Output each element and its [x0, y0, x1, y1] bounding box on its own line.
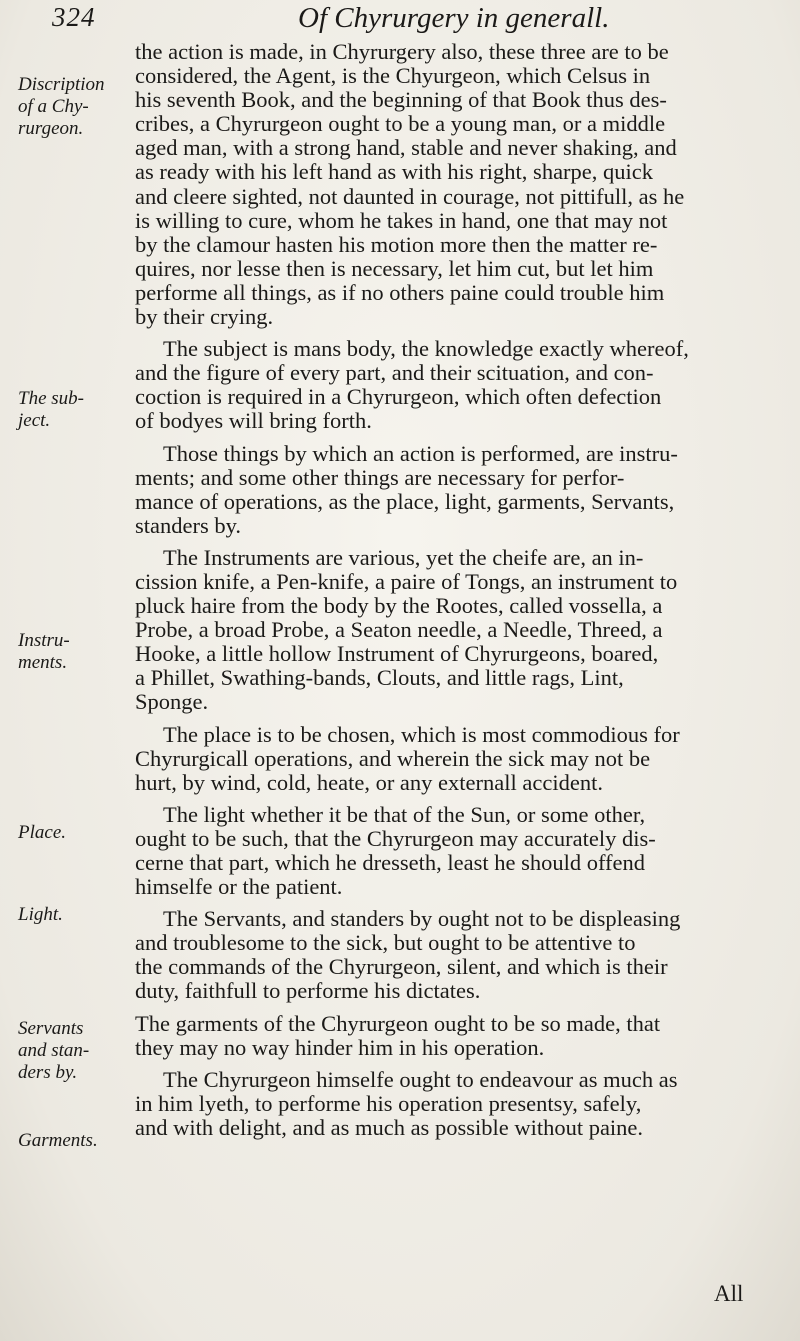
text-line: the commands of the Chyrurgeon, silent, and which is their — [135, 954, 668, 980]
text-line: The Chyrurgeon himselfe ought to endeavour as much as — [163, 1066, 678, 1092]
text-line: Those things by which an action is performed, are instru- — [163, 440, 678, 466]
text-line: pluck haire from the body by the Rootes, called vossella, a — [135, 593, 663, 619]
margin-note-line: Discription — [18, 74, 105, 95]
text-line: himselfe or the patient. — [135, 874, 343, 900]
text-line: The subject is mans body, the knowledge exactly whereof, — [163, 336, 689, 362]
margin-note-line: of a Chy- — [18, 96, 89, 117]
text-line: mance of operations, as the place, light, garments, Servants, — [135, 488, 675, 514]
text-line: The Servants, and standers by ought not to be displeasing — [163, 906, 681, 932]
margin-note-line: Instru- — [18, 630, 70, 651]
text-line: ments; and some other things are necessary for perfor- — [135, 464, 625, 490]
text-line: in him lyeth, to performe his operation presentsy, safely, — [135, 1090, 642, 1116]
text-line: quires, nor lesse then is necessary, let him cut, but let him — [135, 255, 654, 281]
paragraph-servants — [135, 907, 755, 1003]
text-line: duty, faithfull to performe his dictates. — [135, 978, 481, 1004]
text-line: cribes, a Chyrurgeon ought to be a young man, or a middle — [135, 111, 666, 137]
text-line: his seventh Book, and the beginning of that Book thus des- — [135, 87, 667, 113]
text-line: aged man, with a strong hand, stable and never shaking, and — [135, 135, 677, 161]
text-line: is willing to cure, whom he takes in hand, one that may not — [135, 207, 668, 233]
text-line: and with delight, and as much as possible without paine. — [135, 1114, 644, 1140]
margin-note-place — [18, 822, 133, 844]
text-line: Chyrurgicall operations, and wherein the sick may not be — [135, 745, 651, 771]
paragraph-subject — [135, 337, 755, 433]
margin-note-line: Place. — [18, 822, 67, 843]
margin-note-line: The sub- — [18, 388, 84, 409]
text-line: and the figure of every part, and their scituation, and con- — [135, 360, 654, 386]
text-line: considered, the Agent, is the Chyurgeon, which Celsus in — [135, 63, 651, 89]
page-number: 324 — [52, 2, 96, 32]
text-line: as ready with his left hand as with his right, sharpe, quick — [135, 159, 654, 185]
text-line: Sponge. — [135, 689, 209, 715]
text-line: coction is required in a Chyrurgeon, which often defection — [135, 384, 662, 410]
text-line: ought to be such, that the Chyrurgeon may accurately dis- — [135, 825, 656, 851]
margin-note-line: Light. — [18, 904, 63, 925]
margin-note-line: ject. — [18, 410, 51, 431]
text-line: and troublesome to the sick, but ought to be attentive to — [135, 930, 636, 956]
text-line: performe all things, as if no others paine could trouble him — [135, 279, 665, 305]
paragraph-light — [135, 803, 755, 899]
margin-note-light — [18, 904, 133, 926]
margin-note-line: Garments. — [18, 1130, 98, 1151]
margin-note-garments — [18, 1130, 133, 1152]
text-line: The light whether it be that of the Sun, or some other, — [163, 801, 646, 827]
margin-note-instruments — [18, 630, 133, 674]
text-line: a Phillet, Swathing-bands, Clouts, and little rags, Lint, — [135, 665, 624, 691]
paragraph-instruments — [135, 546, 755, 715]
margin-note-subject — [18, 388, 133, 432]
body-text — [135, 40, 755, 1140]
margin-note-servants — [18, 1018, 133, 1084]
text-line: they may no way hinder him in his operation. — [135, 1034, 545, 1060]
text-line: hurt, by wind, cold, heate, or any externall accident. — [135, 769, 603, 795]
paragraph-things — [135, 442, 755, 538]
text-line: The Instruments are various, yet the cheife are, an in- — [163, 544, 644, 570]
text-line: by their crying. — [135, 304, 274, 330]
text-line: Hooke, a little hollow Instrument of Chyrurgeons, boared, — [135, 641, 659, 667]
text-line: and cleere sighted, not daunted in courage, not pittifull, as he — [135, 183, 685, 209]
text-line: The place is to be chosen, which is most commodious for — [163, 721, 680, 747]
margin-note-line: ments. — [18, 652, 68, 673]
text-line: by the clamour hasten his motion more then the matter re- — [135, 231, 658, 257]
margin-note-line: Servants — [18, 1018, 84, 1039]
running-title: Of Chyrurgery in generall. — [298, 2, 610, 34]
text-line: standers by. — [135, 512, 242, 538]
margin-note-line: rurgeon. — [18, 118, 84, 139]
margin-note-line: and stan- — [18, 1040, 90, 1061]
catchword: All — [714, 1281, 744, 1306]
text-line: cerne that part, which he dresseth, least he should offend — [135, 850, 646, 875]
paragraph-garments — [135, 1012, 755, 1060]
paragraph-chyrurgeon — [135, 1068, 755, 1140]
margin-note-line: ders by. — [18, 1062, 78, 1083]
text-line: of bodyes will bring forth. — [135, 408, 372, 434]
text-line: The garments of the Chyrurgeon ought to be so made, that — [135, 1010, 661, 1036]
paragraph-place — [135, 723, 755, 795]
text-line: the action is made, in Chyrurgery also, these three are to be — [135, 39, 669, 64]
margin-note-discription — [18, 74, 133, 140]
paragraph-agent — [135, 40, 755, 329]
text-line: Probe, a broad Probe, a Seaton needle, a Needle, Threed, a — [135, 617, 663, 643]
text-line: cission knife, a Pen-knife, a paire of Tongs, an instrument to — [135, 568, 678, 594]
